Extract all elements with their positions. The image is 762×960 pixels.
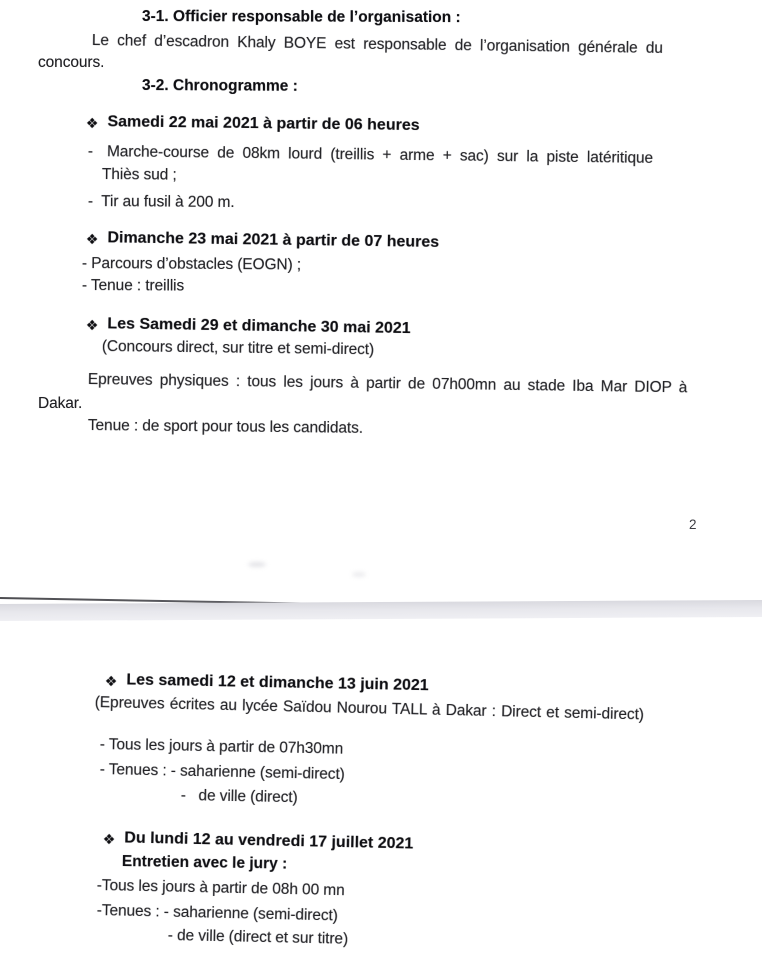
diamond-bullet-icon: ❖ xyxy=(104,672,118,690)
scan-smudge xyxy=(248,562,266,567)
event4-subtitle: (Epreuves écrites au lycée Saïdou Nourou TALL à Dakar : Direct et semi-direct) xyxy=(94,693,645,724)
diamond-bullet-icon: ❖ xyxy=(85,114,99,132)
event3-paragraph-line2: Dakar. xyxy=(38,395,83,412)
section-3-1-heading: 3-1. Officier responsable de l’organisation : xyxy=(141,7,461,27)
event4-item3: - de ville (direct) xyxy=(180,786,298,807)
event1-item2: - Tir au fusil à 200 m. xyxy=(87,192,235,212)
diamond-bullet-icon: ❖ xyxy=(85,316,99,334)
event5-subtitle: Entretien avec le jury : xyxy=(121,852,288,873)
event5-item2: -Tenues : - saharienne (semi-direct) xyxy=(96,901,338,925)
event2-item1: - Parcours d’obstacles (EOGN) ; xyxy=(81,254,302,274)
event1-title: Samedi 22 mai 2021 à partir de 06 heures xyxy=(107,113,420,135)
scan-smudge xyxy=(352,572,366,577)
event3-paragraph2: Tenue : de sport pour tous les candidats. xyxy=(87,416,364,437)
page-break-shadow xyxy=(0,600,762,621)
diamond-bullet-icon: ❖ xyxy=(85,230,99,248)
section-3-1-paragraph-line1: Le chef d’escadron Khaly BOYE est responsable de l’organisation générale du xyxy=(91,31,663,57)
event3-heading xyxy=(86,314,411,339)
page-number: 2 xyxy=(689,517,697,532)
event1-heading xyxy=(86,112,420,136)
section-3-2-heading: 3-2. Chronogramme : xyxy=(141,76,298,95)
event3-paragraph-line1: Epreuves physiques : tous les jours à partir de 07h00mn au stade Iba Mar DIOP à xyxy=(87,370,688,397)
dash-bullet: - xyxy=(87,142,94,161)
diamond-bullet-icon: ❖ xyxy=(102,830,116,848)
event5-item1: -Tous les jours à partir de 08h 00 mn xyxy=(96,876,345,900)
event1-item1-line2: Thiès sud ; xyxy=(101,165,177,184)
section-3-1-paragraph-line2: concours. xyxy=(38,54,105,71)
event5-heading xyxy=(103,828,414,854)
event2-heading xyxy=(86,228,440,253)
event4-title: Les samedi 12 et dimanche 13 juin 2021 xyxy=(126,671,429,695)
event5-item3: - de ville (direct et sur titre) xyxy=(167,926,349,948)
event2-item2: - Tenue : treillis xyxy=(81,277,185,295)
event1-item1-text: Marche-course de 08km lourd (treillis + arme + sac) sur la piste latéritique xyxy=(106,143,654,167)
event4-heading xyxy=(105,670,429,696)
event3-title: Les Samedi 29 et dimanche 30 mai 2021 xyxy=(107,315,411,338)
event2-title: Dimanche 23 mai 2021 à partir de 07 heures xyxy=(107,229,440,251)
event4-item1: - Tous les jours à partir de 07h30mn xyxy=(99,735,344,758)
event3-subtitle: (Concours direct, sur titre et semi-direct) xyxy=(101,337,375,359)
event5-title: Du lundi 12 au vendredi 17 juillet 2021 xyxy=(124,829,414,853)
event4-item2: - Tenues : - saharienne (semi-direct) xyxy=(99,760,345,784)
